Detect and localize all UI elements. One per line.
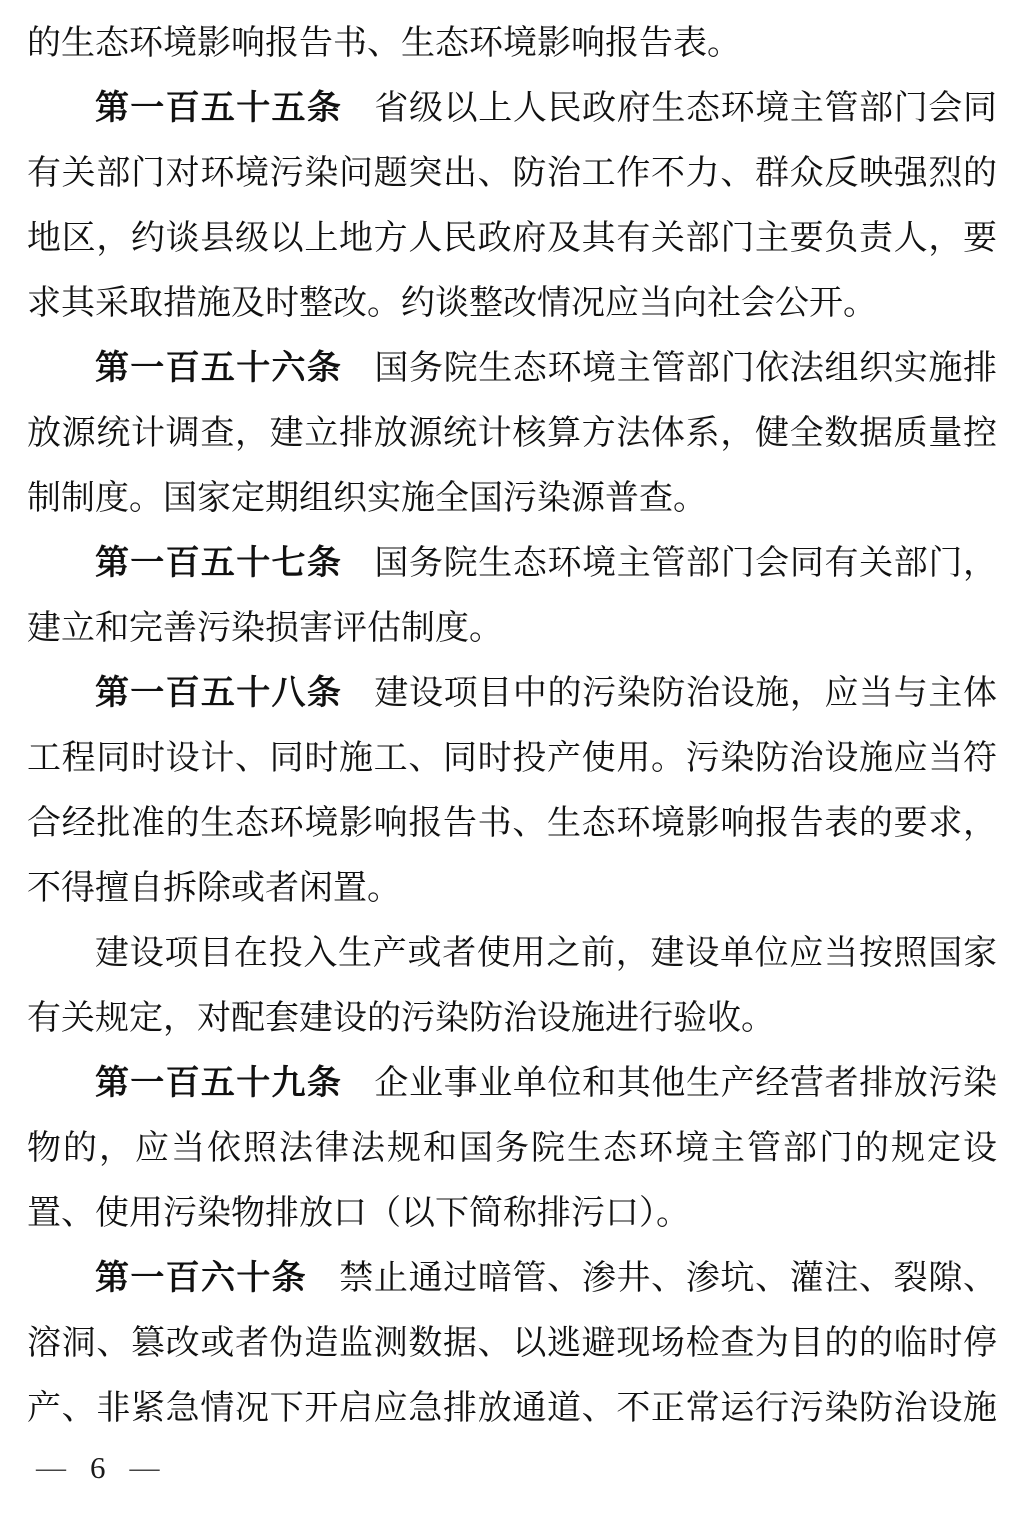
article-155-paragraph (27, 76, 997, 336)
article-160-paragraph-truncated (27, 1246, 997, 1441)
article-158-paragraph (27, 661, 997, 921)
article-160-number: 第一百六十条 (95, 1260, 307, 1297)
text-block (27, 11, 997, 1441)
article-157-number: 第一百五十七条 (95, 545, 343, 582)
article-159-number: 第一百五十九条 (95, 1065, 343, 1102)
paragraph-text: 国务院生态环境主管部门会同有关部门，建立和完善污染损害评估制度。 (27, 545, 998, 647)
paragraph-text: 建设项目在投入生产或者使用之前，建设单位应当按照国家有关规定，对配套建设的污染防治设施进行验收。 (27, 935, 997, 1037)
page-number-footer (36, 1450, 160, 1486)
paragraph-text: 建设项目中的污染防治设施，应当与主体工程同时设计、同时施工、同时投产使用。污染防治设施应当符合经批准的生态环境影响报告书、生态环境影响报告表的要求，不得擅自拆除或者闲置。 (27, 675, 998, 907)
article-159-paragraph (27, 1051, 997, 1246)
paragraph-text: 省级以上人民政府生态环境主管部门会同有关部门对环境污染问题突出、防治工作不力、群众反映强烈的地区，约谈县级以上地方人民政府及其有关部门主要负责人，要求其采取措施及时整改。约谈整改情况应当向社会公开。 (27, 90, 998, 322)
footer-dash-left: — (36, 1451, 66, 1484)
paragraph-text: 的生态环境影响报告书、生态环境影响报告表。 (27, 25, 741, 62)
footer-dash-right: — (129, 1451, 160, 1484)
article-158-clause-2-paragraph (27, 921, 997, 1051)
article-156-number: 第一百五十六条 (95, 350, 343, 387)
paragraph-text: 禁止通过暗管、渗井、渗坑、灌注、裂隙、溶洞、篡改或者伪造监测数据、以逃避现场检查为目的的临时停产、非紧急情况下开启应急排放通道、不正常运行污染防治设施 (27, 1260, 997, 1427)
article-157-paragraph (27, 531, 997, 661)
article-156-paragraph (27, 336, 997, 531)
article-155-number: 第一百五十五条 (95, 90, 343, 127)
footer-page-number: 6 (90, 1450, 106, 1485)
paragraph-text: 企业事业单位和其他生产经营者排放污染物的，应当依照法律法规和国务院生态环境主管部门的规定设置、使用污染物排放口（以下简称排污口）。 (27, 1065, 998, 1232)
paragraph-continuation-from-previous-page (27, 11, 997, 76)
paragraph-text: 国务院生态环境主管部门依法组织实施排放源统计调查，建立排放源统计核算方法体系，健全数据质量控制制度。国家定期组织实施全国污染源普查。 (27, 350, 998, 517)
article-158-number: 第一百五十八条 (95, 675, 343, 712)
